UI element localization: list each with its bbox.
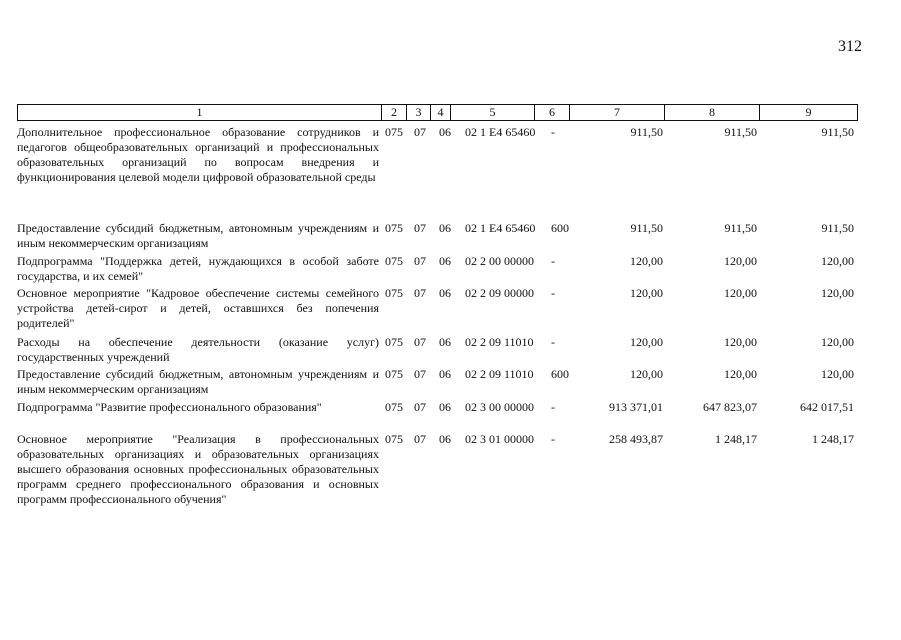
row-amount-col9: 1 248,17 xyxy=(812,432,854,446)
row-amount-col8: 1 248,17 xyxy=(715,432,757,446)
row-target-article: 02 3 01 00000 xyxy=(465,432,534,446)
row-section: 07 xyxy=(414,286,426,300)
row-target-article: 02 2 00 00000 xyxy=(465,254,534,268)
header-col-8: 8 xyxy=(665,105,760,120)
row-section: 07 xyxy=(414,335,426,349)
row-amount-col7: 120,00 xyxy=(630,367,663,381)
row-amount-col7: 120,00 xyxy=(630,286,663,300)
row-amount-col7: 120,00 xyxy=(630,254,663,268)
row-amount-col7: 913 371,01 xyxy=(609,400,663,414)
header-col-1: 1 xyxy=(18,105,382,120)
row-amount-col9: 120,00 xyxy=(821,335,854,349)
row-amount-col8: 911,50 xyxy=(724,125,757,139)
row-expense-type: - xyxy=(551,125,555,139)
page-number: 312 xyxy=(838,38,862,55)
row-admin-code: 075 xyxy=(385,432,403,446)
row-section: 07 xyxy=(414,221,426,235)
row-expense-type: - xyxy=(551,400,555,414)
header-col-5: 5 xyxy=(451,105,535,120)
row-target-article: 02 1 E4 65460 xyxy=(465,125,536,139)
row-section: 07 xyxy=(414,400,426,414)
row-amount-col7: 911,50 xyxy=(630,125,663,139)
row-name: Основное мероприятие "Кадровое обеспечение системы семейного устройства детей-сирот и детей, оставшихся без попечения родителей" xyxy=(17,286,379,330)
header-col-4: 4 xyxy=(431,105,451,120)
row-section: 07 xyxy=(414,254,426,268)
row-admin-code: 075 xyxy=(385,400,403,414)
row-admin-code: 075 xyxy=(385,254,403,268)
row-amount-col9: 120,00 xyxy=(821,254,854,268)
row-subsection: 06 xyxy=(439,286,451,300)
row-expense-type: 600 xyxy=(551,367,569,381)
row-subsection: 06 xyxy=(439,125,451,139)
row-amount-col8: 647 823,07 xyxy=(703,400,757,414)
row-subsection: 06 xyxy=(439,254,451,268)
row-expense-type: - xyxy=(551,432,555,446)
row-name: Подпрограмма "Поддержка детей, нуждающихся в особой заботе государства, и их семей" xyxy=(17,254,379,283)
row-name: Основное мероприятие "Реализация в профессиональных образовательных организациях и образовательных организациях высшего образования основных профессиональных образовательных программ среднего профессионального образования и основных программ профессионального обучения" xyxy=(17,432,379,506)
row-subsection: 06 xyxy=(439,400,451,414)
row-amount-col9: 120,00 xyxy=(821,286,854,300)
row-amount-col8: 120,00 xyxy=(724,335,757,349)
header-col-6: 6 xyxy=(535,105,570,120)
header-col-2: 2 xyxy=(382,105,407,120)
row-target-article: 02 2 09 11010 xyxy=(465,367,534,381)
row-subsection: 06 xyxy=(439,335,451,349)
row-amount-col7: 258 493,87 xyxy=(609,432,663,446)
row-admin-code: 075 xyxy=(385,335,403,349)
row-subsection: 06 xyxy=(439,221,451,235)
row-amount-col7: 120,00 xyxy=(630,335,663,349)
row-section: 07 xyxy=(414,125,426,139)
row-admin-code: 075 xyxy=(385,367,403,381)
header-col-9: 9 xyxy=(805,105,812,119)
row-amount-col7: 911,50 xyxy=(630,221,663,235)
row-amount-col9: 911,50 xyxy=(821,221,854,235)
row-subsection: 06 xyxy=(439,367,451,381)
row-admin-code: 075 xyxy=(385,221,403,235)
row-target-article: 02 2 09 11010 xyxy=(465,335,534,349)
row-target-article: 02 2 09 00000 xyxy=(465,286,534,300)
row-amount-col9: 120,00 xyxy=(821,367,854,381)
row-section: 07 xyxy=(414,367,426,381)
row-name: Предоставление субсидий бюджетным, автономным учреждениям и иным некоммерческим организациям xyxy=(17,221,379,250)
row-name: Расходы на обеспечение деятельности (оказание услуг) государственных учреждений xyxy=(17,335,379,364)
row-amount-col8: 120,00 xyxy=(724,286,757,300)
table-header xyxy=(17,104,858,121)
row-name: Дополнительное профессиональное образование сотрудников и педагогов общеобразовательных организаций и профессиональных образовательных организаций по вопросам внедрения и функционирования целевой модели цифровой образовательной среды xyxy=(17,125,379,184)
row-amount-col9: 911,50 xyxy=(821,125,854,139)
row-name: Предоставление субсидий бюджетным, автономным учреждениям и иным некоммерческим организациям xyxy=(17,367,379,396)
row-target-article: 02 3 00 00000 xyxy=(465,400,534,414)
row-subsection: 06 xyxy=(439,432,451,446)
row-expense-type: 600 xyxy=(551,221,569,235)
row-amount-col8: 120,00 xyxy=(724,254,757,268)
row-section: 07 xyxy=(414,432,426,446)
row-expense-type: - xyxy=(551,286,555,300)
row-amount-col9: 642 017,51 xyxy=(800,400,854,414)
row-amount-col8: 911,50 xyxy=(724,221,757,235)
row-expense-type: - xyxy=(551,335,555,349)
row-expense-type: - xyxy=(551,254,555,268)
row-target-article: 02 1 E4 65460 xyxy=(465,221,536,235)
row-admin-code: 075 xyxy=(385,286,403,300)
row-admin-code: 075 xyxy=(385,125,403,139)
header-col-3: 3 xyxy=(407,105,431,120)
row-amount-col8: 120,00 xyxy=(724,367,757,381)
row-name: Подпрограмма "Развитие профессионального образования" xyxy=(17,400,322,414)
header-col-7: 7 xyxy=(570,105,665,120)
